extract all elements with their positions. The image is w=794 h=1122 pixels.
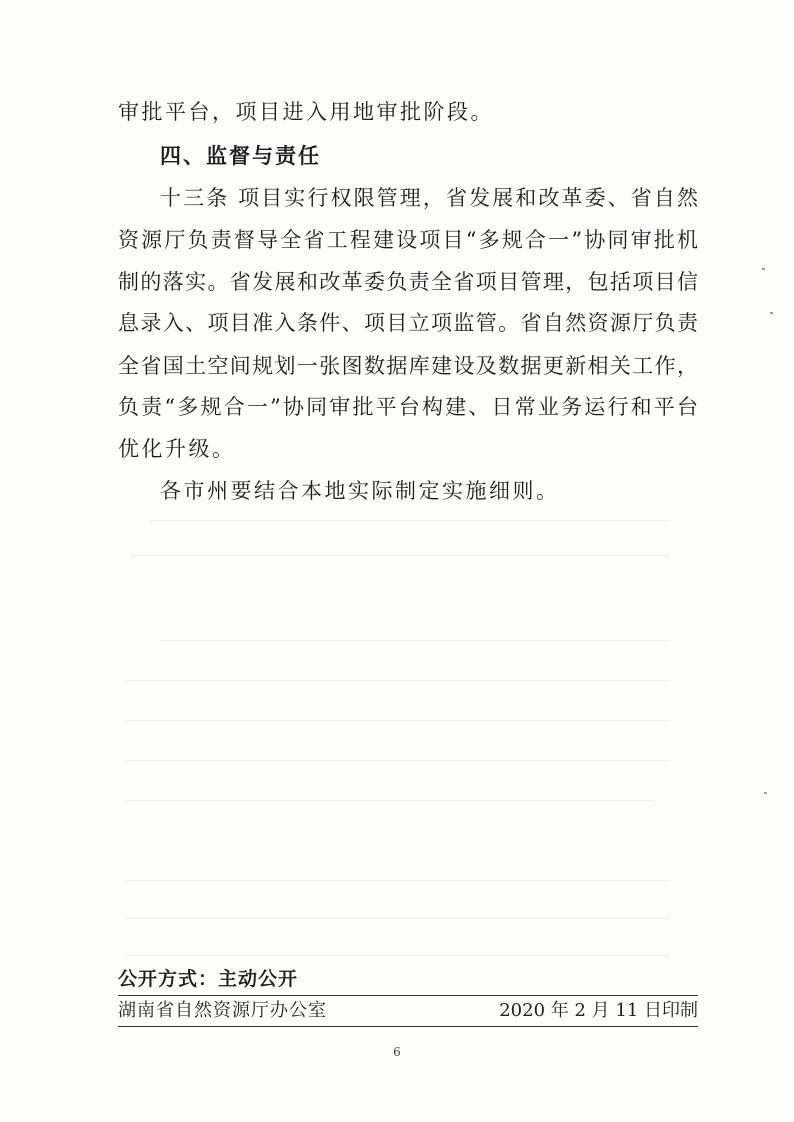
article-line: 负责“多规合一”协同审批平台构建、日常业务运行和平台 — [118, 395, 698, 419]
disclosure-method: 公开方式：主动公开 — [118, 968, 299, 990]
bleed-through-line — [125, 955, 670, 956]
bleed-through-line — [160, 640, 670, 641]
footer-rule-bottom — [118, 1026, 698, 1027]
issuer-name: 湖南省自然资源厅办公室 — [118, 1000, 327, 1021]
bleed-through-line — [130, 555, 670, 556]
scan-speck — [764, 792, 767, 794]
article-line: 优化升级。 — [118, 437, 236, 461]
footer-rule-top — [118, 995, 698, 996]
article-line: 资源厅负责督导全省工程建设项目“多规合一”协同审批机 — [118, 228, 698, 252]
article-line: 制的落实。省发展和改革委负责全省项目管理，包括项目信 — [118, 270, 698, 294]
print-date: 2020 年 2 月 11 日印制 — [499, 1000, 698, 1021]
article-line: 全省国土空间规划一张图数据库建设及数据更新相关工作， — [118, 354, 698, 378]
scan-speck — [770, 312, 773, 314]
body-line: 审批平台，项目进入用地审批阶段。 — [118, 100, 494, 124]
bleed-through-line — [150, 520, 670, 521]
bleed-through-line — [125, 800, 655, 801]
page-number: 6 — [393, 1045, 401, 1059]
section-heading: 四、监督与责任 — [160, 144, 321, 168]
bleed-through-line — [125, 880, 670, 881]
scan-speck — [762, 268, 765, 270]
article-line: 十三条 项目实行权限管理，省发展和改革委、省自然 — [160, 186, 698, 210]
closing-line: 各市州要结合本地实际制定实施细则。 — [160, 479, 560, 503]
bleed-through-line — [125, 760, 670, 761]
bleed-through-line — [125, 720, 670, 721]
bleed-through-line — [125, 918, 670, 919]
article-line: 息录入、项目准入条件、项目立项监管。省自然资源厅负责 — [118, 311, 698, 335]
bleed-through-line — [125, 680, 670, 681]
